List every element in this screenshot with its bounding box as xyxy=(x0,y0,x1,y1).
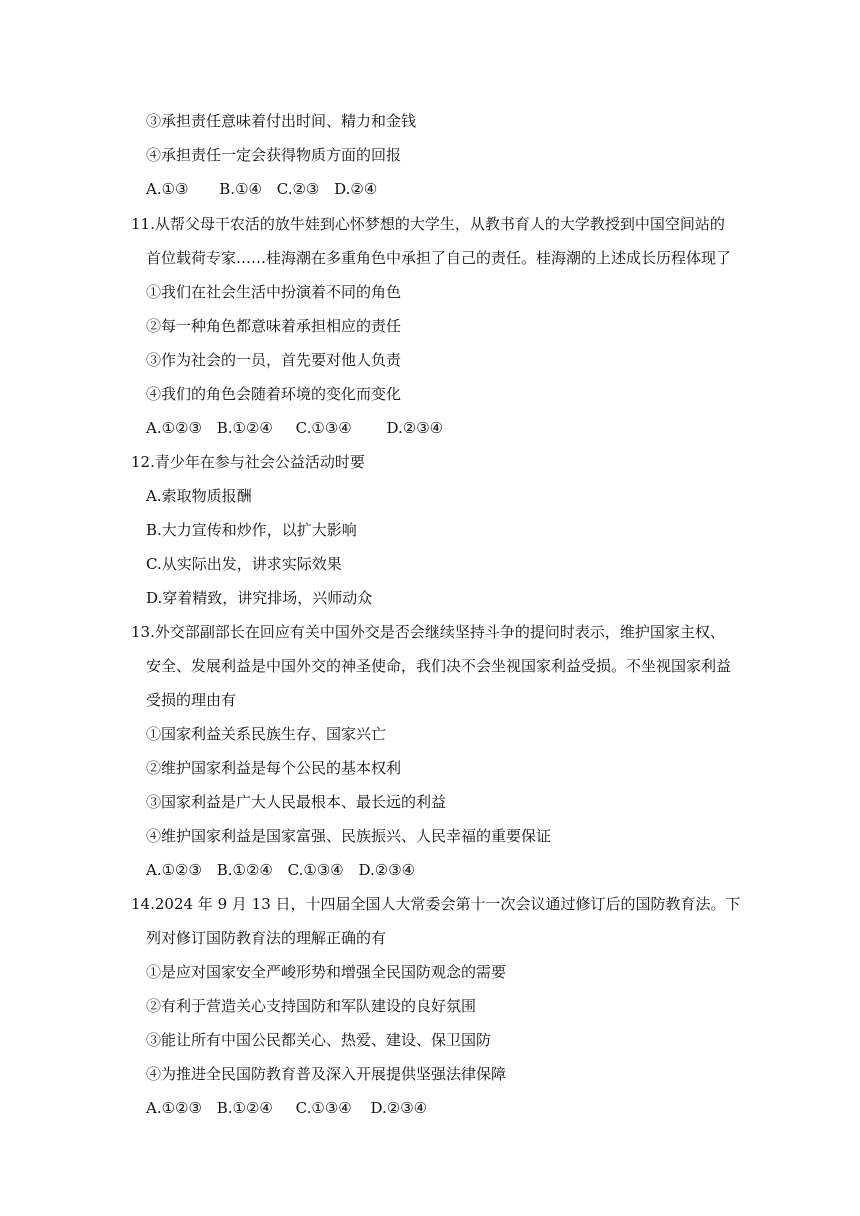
q10-item-4: ④承担责任一定会获得物质方面的回报 xyxy=(146,146,402,164)
q11-option-b: B.①②④ xyxy=(216,419,273,437)
q11-item-2: ②每一种角色都意味着承担相应的责任 xyxy=(146,317,402,335)
q10-option-d: D.②④ xyxy=(334,180,378,198)
q10-option-a: A.①③ xyxy=(146,180,189,198)
q12-choice-a: A.索取物质报酬 xyxy=(146,487,252,505)
q14-item-3: ③能让所有中国公民都关心、热爱、建设、保卫国防 xyxy=(146,1031,492,1049)
q11-option-d: D.②③④ xyxy=(386,419,444,437)
q11-stem-line-2: 首位载荷专家……桂海潮在多重角色中承担了自己的责任。桂海潮的上述成长历程体现了 xyxy=(146,249,732,267)
q14-item-2: ②有利于营造关心支持国防和军队建设的良好氛围 xyxy=(146,997,477,1015)
q13-stem-line-1: 13.外交部副部长在回应有关中国外交是否会继续坚持斗争的提问时表示，维护国家主权、 xyxy=(131,623,725,641)
q11-item-4: ④我们的角色会随着环境的变化而变化 xyxy=(146,385,402,403)
q13-item-1: ①国家利益关系民族生存、国家兴亡 xyxy=(146,725,387,743)
q10-options xyxy=(146,179,377,199)
q12-stem: 12.青少年在参与社会公益活动时要 xyxy=(131,453,365,471)
q10-option-b: B.①④ xyxy=(219,180,262,198)
q13-option-c: C.①③④ xyxy=(287,861,344,879)
q14-stem-line-2: 列对修订国防教育法的理解正确的有 xyxy=(146,929,387,947)
q14-item-1: ①是应对国家安全严峻形势和增强全民国防观念的需要 xyxy=(146,963,507,981)
q13-option-b: B.①②④ xyxy=(216,861,273,879)
q13-option-a: A.①②③ xyxy=(146,861,202,879)
q10-option-c: C.②③ xyxy=(276,180,320,198)
q13-stem-line-3: 受损的理由有 xyxy=(146,691,237,709)
q13-item-4: ④维护国家利益是国家富强、民族振兴、人民幸福的重要保证 xyxy=(146,827,552,845)
q13-stem-line-2: 安全、发展利益是中国外交的神圣使命，我们决不会坐视国家利益受损。不坐视国家利益 xyxy=(146,657,732,675)
q14-option-c: C.①③④ xyxy=(295,1099,352,1117)
q11-item-3: ③作为社会的一员，首先要对他人负责 xyxy=(146,351,402,369)
q11-options xyxy=(146,418,443,438)
q13-item-3: ③国家利益是广大人民最根本、最长远的利益 xyxy=(146,793,447,811)
q14-options xyxy=(146,1098,427,1118)
q12-choice-d: D.穿着精致，讲究排场，兴师动众 xyxy=(146,589,373,607)
q12-choice-c: C.从实际出发，讲求实际效果 xyxy=(146,555,342,573)
q12-choice-b: B.大力宣传和炒作，以扩大影响 xyxy=(146,521,357,539)
q13-option-d: D.②③④ xyxy=(358,861,416,879)
q14-option-b: B.①②④ xyxy=(216,1099,273,1117)
q11-stem-line-1: 11.从帮父母干农活的放牛娃到心怀梦想的大学生，从教书育人的大学教授到中国空间站的 xyxy=(131,215,725,233)
q13-item-2: ②维护国家利益是每个公民的基本权利 xyxy=(146,759,402,777)
q10-item-3: ③承担责任意味着付出时间、精力和金钱 xyxy=(146,112,417,130)
q11-option-c: C.①③④ xyxy=(295,419,352,437)
q11-option-a: A.①②③ xyxy=(146,419,202,437)
q14-stem-line-1: 14.2024 年 9 月 13 日，十四届全国人大常委会第十一次会议通过修订后的国防教育法。下 xyxy=(131,895,741,913)
q11-item-1: ①我们在社会生活中扮演着不同的角色 xyxy=(146,283,402,301)
q14-option-a: A.①②③ xyxy=(146,1099,202,1117)
q13-options xyxy=(146,860,415,880)
q14-item-4: ④为推进全民国防教育普及深入开展提供坚强法律保障 xyxy=(146,1065,507,1083)
q14-option-d: D.②③④ xyxy=(370,1099,428,1117)
